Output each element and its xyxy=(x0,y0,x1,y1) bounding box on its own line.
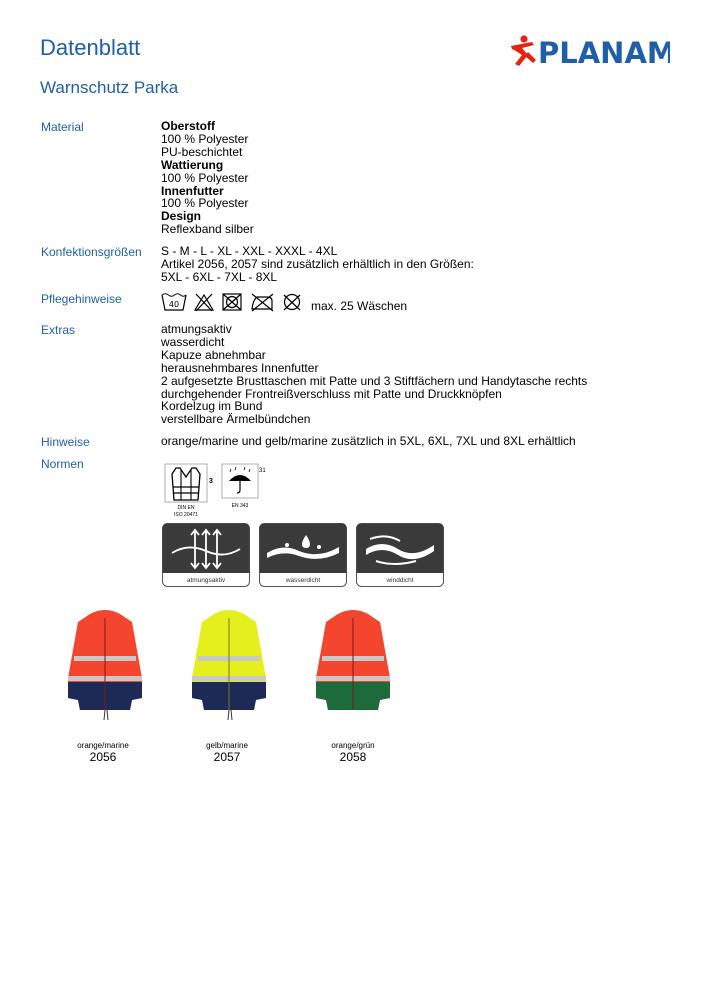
material-line: 100 % Polyester xyxy=(161,170,249,185)
product-color: orange/grün xyxy=(331,741,375,750)
badge-label: winddicht xyxy=(386,577,414,584)
badge-label: wasserdicht xyxy=(285,577,321,584)
material-value xyxy=(161,120,254,236)
material-line: Wattierung xyxy=(161,157,224,172)
extras-line: 2 aufgesetzte Brusttaschen mit Patte und 3 Stiftfächern und Handytasche rechts xyxy=(161,373,588,388)
svg-text:ISO 20471: ISO 20471 xyxy=(174,512,198,518)
care-text: max. 25 Wäschen xyxy=(311,299,408,313)
extras-line: wasserdicht xyxy=(161,334,225,349)
material-line: Innenfutter xyxy=(161,183,224,198)
product-number: 2057 xyxy=(213,750,241,764)
material-line: 100 % Polyester xyxy=(161,131,249,146)
svg-text:40: 40 xyxy=(168,300,180,309)
svg-text:3: 3 xyxy=(209,478,213,485)
planam-logo xyxy=(508,30,670,70)
page-title: Datenblatt xyxy=(40,35,141,60)
product-color: orange/marine xyxy=(77,741,129,750)
extras-value xyxy=(161,323,587,426)
extras-line: herausnehmbares Innenfutter xyxy=(161,360,319,375)
planam-logo-mark xyxy=(508,30,670,70)
en-343-rain-icon xyxy=(221,463,271,511)
sizes-label: Konfektionsgrößen xyxy=(41,245,142,259)
care-symbols xyxy=(161,291,407,313)
product-2057 xyxy=(172,741,282,764)
no-iron-icon xyxy=(249,292,275,312)
product-number: 2058 xyxy=(339,750,367,764)
product-2058 xyxy=(298,741,408,764)
page-subtitle: Warnschutz Parka xyxy=(40,78,179,97)
extras-line: durchgehender Frontreißverschluss mit Patte und Druckknöpfen xyxy=(161,386,502,401)
badge-breathable xyxy=(162,523,250,587)
svg-text:DIN EN: DIN EN xyxy=(177,505,195,511)
svg-text:EN 343: EN 343 xyxy=(231,503,249,509)
iso-20471-hiviz-icon xyxy=(164,463,220,519)
extras-label: Extras xyxy=(41,323,76,337)
no-dry-clean-icon xyxy=(281,292,303,312)
extras-line: Kordelzug im Bund xyxy=(161,399,263,414)
care-label: Pflegehinweise xyxy=(41,292,122,306)
product-number: 2056 xyxy=(89,750,117,764)
notes-value: orange/marine und gelb/marine zusätzlich in 5XL, 6XL, 7XL und 8XL erhältlich xyxy=(161,434,576,448)
material-line: Reflexband silber xyxy=(161,222,254,237)
product-2056 xyxy=(48,741,158,764)
logo-text: PLANAM xyxy=(538,36,670,70)
product-image-2056 xyxy=(60,608,150,728)
wash-40-icon xyxy=(161,292,187,312)
badge-label: atmungsaktiv xyxy=(186,577,226,584)
no-tumble-dry-icon xyxy=(221,292,243,312)
extras-line: verstellbare Ärmelbündchen xyxy=(161,412,311,427)
material-label: Material xyxy=(41,120,84,134)
product-color: gelb/marine xyxy=(206,741,248,750)
norms-label: Normen xyxy=(41,457,84,471)
sizes-value xyxy=(161,245,474,284)
extras-line: atmungsaktiv xyxy=(161,322,232,336)
sizes-line: S - M - L - XL - XXL - XXXL - 4XL xyxy=(161,244,338,258)
product-image-2058 xyxy=(308,608,398,728)
sizes-line: 5XL - 6XL - 7XL - 8XL xyxy=(161,269,278,284)
sizes-line: Artikel 2056, 2057 sind zusätzlich erhältlich in den Größen: xyxy=(161,256,474,271)
material-line: Design xyxy=(161,209,202,224)
badge-windproof xyxy=(356,523,444,587)
material-line: PU-beschichtet xyxy=(161,144,243,159)
notes-label: Hinweise xyxy=(41,435,90,449)
svg-text:31: 31 xyxy=(259,468,266,474)
material-line: 100 % Polyester xyxy=(161,196,249,211)
badge-waterproof xyxy=(259,523,347,587)
product-image-2057 xyxy=(184,608,274,728)
material-line: Oberstoff xyxy=(161,119,215,133)
no-bleach-icon xyxy=(193,292,215,312)
extras-line: Kapuze abnehmbar xyxy=(161,347,266,362)
